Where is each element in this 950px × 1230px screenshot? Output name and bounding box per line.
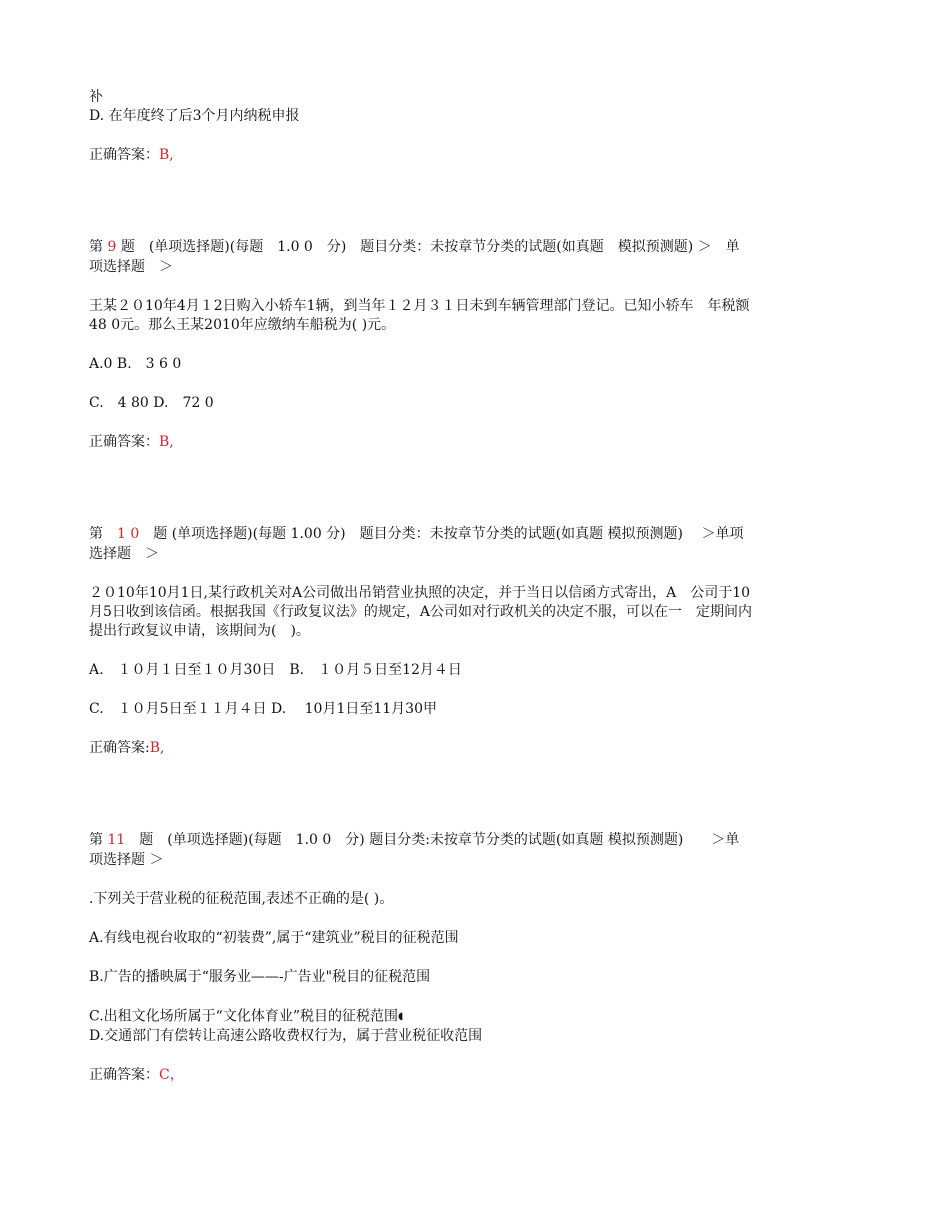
question-header-cont: 项选择题 ＞ <box>89 852 164 868</box>
question-stem-line: 提出行政复议申请，该期间为( )。 <box>89 623 310 639</box>
question-header: 第 11 题 (单项选择题)(每题 1.0 0 分) 题目分类:未按章节分类的试题(如真题 模拟预测题) ＞单 <box>89 832 740 848</box>
answer-label: 正确答案： <box>89 434 159 450</box>
question-option: A.0 B. 3 6 0 <box>89 356 182 372</box>
answer-value: C， <box>159 1066 184 1083</box>
question-answer <box>89 739 869 758</box>
question-header: 第 1 0 题 (单项选择题)(每题 1.00 分) 题目分类：未按章节分类的试题(如真题 模拟预测题) ＞单项 <box>89 526 744 542</box>
question-stem-line: 月5日收到该信函。根据我国《行政复议法》的规定，A公司如对行政机关的决定不服，可以在一 定期间内 <box>89 604 753 620</box>
question-answer <box>89 1066 869 1085</box>
scan-artifact-icon: ◖ <box>397 1011 404 1022</box>
question-number: 9 <box>107 239 117 255</box>
prev-answer <box>89 146 869 165</box>
answer-value: B, <box>159 434 174 450</box>
question-header-cont: 选择题 ＞ <box>89 546 159 562</box>
question-stem-line: .下列关于营业税的征税范围,表述不正确的是( )。 <box>89 891 394 907</box>
question-block-11 <box>89 830 869 1085</box>
question-number: 11 <box>107 832 126 848</box>
answer-label: 正确答案: <box>89 740 150 756</box>
question-block-9 <box>89 237 869 452</box>
prev-option-d: D. 在年度终了后3个月内纳税申报 <box>89 108 300 124</box>
document-page <box>89 88 869 1085</box>
question-option: B.广告的播映属于“服务业——-广告业"税目的征税范围 <box>89 969 431 985</box>
answer-label: 正确答案： <box>89 147 159 163</box>
question-answer <box>89 433 869 452</box>
prev-continuation-text: 补 <box>89 89 103 105</box>
question-number: 1 0 <box>117 526 140 542</box>
question-stem-line: 王某２０10年4月１2日购入小轿车1辆，到当年１２月３１日未到车辆管理部门登记。已知小轿车 年税额 <box>89 298 750 314</box>
question-option: C. 4 80 D. 72 0 <box>89 395 214 411</box>
question-block-10 <box>89 524 869 758</box>
previous-question-tail <box>89 88 869 165</box>
question-option: D.交通部门有偿转让高速公路收费权行为，属于营业税征收范围 <box>89 1027 483 1044</box>
answer-label: 正确答案： <box>89 1066 159 1083</box>
question-option: C. １０月5日至１１月４日 D. 10月1日至11月30甲 <box>89 701 437 717</box>
question-option: A. １０月１日至１０月30日 B. １０月５日至12月４日 <box>89 662 462 678</box>
question-stem-line: 48 0元。那么王某2010年应缴纳车船税为( )元。 <box>89 317 396 333</box>
question-header: 第 9 题 (单项选择题)(每题 1.0 0 分) 题目分类：未按章节分类的试题(如真题 模拟预测题) ＞ 单 <box>89 239 740 255</box>
question-stem-line: ２０10年10月1日,某行政机关对A公司做出吊销营业执照的决定，并于当日以信函方式寄出，A 公司于10 <box>89 585 751 601</box>
question-header-cont: 项选择题 ＞ <box>89 259 173 275</box>
question-option: C.出租文化场所属于“文化体育业”税目的征税范围◖ <box>89 1008 404 1025</box>
answer-value: B, <box>159 147 174 163</box>
question-option: A.有线电视台收取的“初装费”,属于“建筑业”税目的征税范围 <box>89 930 459 946</box>
answer-value: B, <box>149 740 165 756</box>
